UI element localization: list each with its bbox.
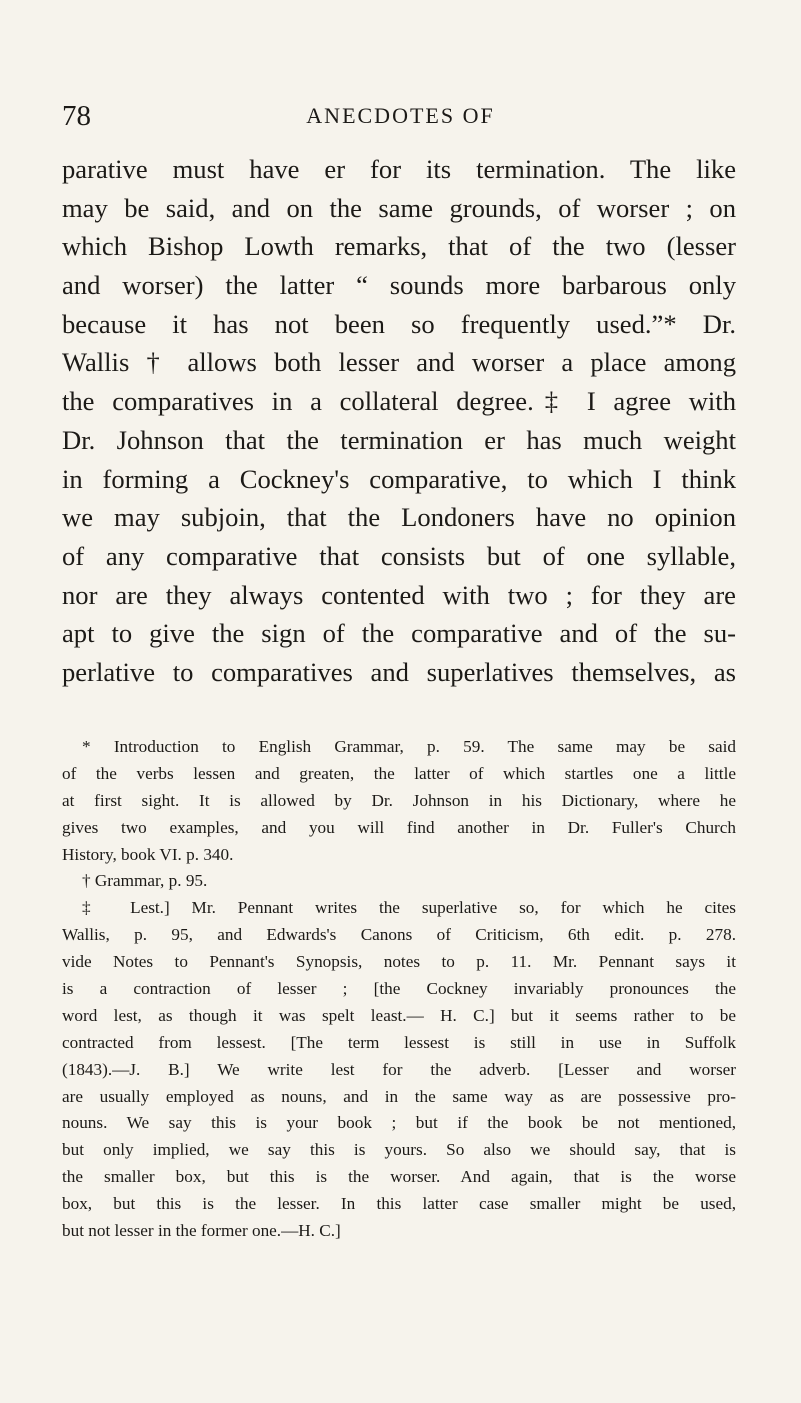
footnote-line: box, but this is the lesser. In this latter case smaller might be used, — [62, 1194, 736, 1214]
footnote-line: but not lesser in the former one.—H. C.] — [62, 1221, 341, 1241]
footnote-line: † Grammar, p. 95. — [82, 871, 208, 891]
running-head: ANECDOTES OF — [306, 103, 495, 128]
footnote-line: History, book VI. p. 340. — [62, 844, 234, 864]
body-line: may be said, and on the same grounds, of worser ; on — [62, 192, 736, 223]
body-text — [62, 150, 736, 692]
footnote-line: of the verbs lessen and greaten, the latter of which startles one a little — [62, 763, 736, 783]
footnote-line: ‡ Lest.] Mr. Pennant writes the superlative so, for which he cites — [82, 898, 736, 918]
footnote-line: nouns. We say this is your book ; but if the book be not mentioned, — [62, 1113, 736, 1133]
page-number: 78 — [62, 100, 91, 132]
body-line: we may subjoin, that the Londoners have no opinion — [62, 502, 736, 533]
body-line: nor are they always contented with two ; for they are — [62, 579, 736, 610]
footnote-line: but only implied, we say this is yours. So also we should say, that is — [62, 1140, 736, 1160]
footnote-line: Wallis, p. 95, and Edwards's Canons of Criticism, 6th edit. p. 278. — [62, 925, 736, 945]
body-line: which Bishop Lowth remarks, that of the two (lesser — [62, 231, 736, 262]
footnote-line: vide Notes to Pennant's Synopsis, notes to p. 11. Mr. Pennant says it — [62, 952, 736, 972]
footnote-line: is a contraction of lesser ; [the Cockney invariably pronounces the — [62, 979, 736, 999]
page-header — [62, 96, 739, 136]
body-line: the comparatives in a collateral degree.‡ I agree with — [62, 386, 736, 417]
body-line: because it has not been so frequently used.”* Dr. — [62, 308, 736, 339]
footnote-line: (1843).—J. B.] We write lest for the adverb. [Lesser and worser — [62, 1059, 736, 1079]
body-line: apt to give the sign of the comparative and of the su- — [62, 618, 736, 649]
body-line: perlative to comparatives and superlatives themselves, as — [62, 656, 736, 687]
footnote-line: contracted from lessest. [The term lessest is still in use in Suffolk — [62, 1032, 736, 1052]
body-line: in forming a Cockney's comparative, to which I think — [62, 463, 736, 494]
body-line: and worser) the latter “ sounds more barbarous only — [62, 270, 736, 301]
footnote-line: are usually employed as nouns, and in the same way as are possessive pro- — [62, 1086, 736, 1106]
body-line: parative must have er for its termination. The like — [62, 154, 736, 184]
footnote-line: at first sight. It is allowed by Dr. Johnson in his Dictionary, where he — [62, 790, 736, 810]
footnote-line: word lest, as though it was spelt least.— H. C.] but it seems rather to be — [62, 1005, 736, 1025]
footnote-line: gives two examples, and you will find another in Dr. Fuller's Church — [62, 817, 736, 837]
footnote-line: * Introduction to English Grammar, p. 59. The same may be said — [82, 737, 736, 756]
body-line: Dr. Johnson that the termination er has much weight — [62, 424, 736, 455]
footnote-line: the smaller box, but this is the worser. And again, that is the worse — [62, 1167, 736, 1187]
body-line: Wallis † allows both lesser and worser a place among — [62, 347, 736, 378]
body-line: of any comparative that consists but of one syllable, — [62, 540, 736, 571]
footnotes — [62, 734, 736, 1245]
